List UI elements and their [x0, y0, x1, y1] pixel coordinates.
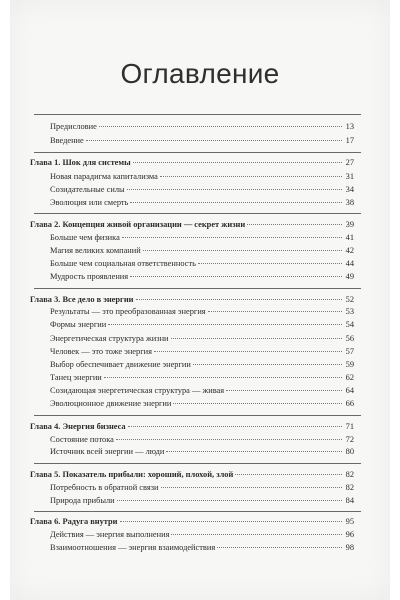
toc-item-page: 96	[345, 530, 354, 539]
toc-item	[50, 359, 354, 370]
leader-dots	[122, 237, 342, 238]
toc-item-label: Природа прибыли	[50, 496, 115, 505]
toc-item-page: 57	[345, 347, 354, 356]
toc-chapter-page: 52	[345, 295, 354, 304]
toc-item-page: 98	[345, 543, 354, 552]
toc-item	[50, 542, 354, 553]
toc-chapter	[30, 219, 354, 230]
toc-item-label: Магия великих компаний	[50, 246, 141, 255]
leader-dots	[217, 547, 342, 548]
toc-item-page: 72	[345, 435, 354, 444]
toc-item	[50, 333, 354, 344]
toc-item	[50, 171, 354, 182]
toc-item	[50, 135, 354, 146]
toc-item-page: 80	[345, 447, 354, 456]
toc-item-page: 56	[345, 334, 354, 343]
toc-chapter-label: Глава 5. Показатель прибыли: хороший, плохой, злой	[30, 470, 234, 479]
toc-chapter-label: Глава 6. Радуга внутри	[30, 517, 118, 526]
toc-item-label: Взаимоотношения — энергия взаимодействия	[50, 543, 216, 552]
leader-dots	[108, 324, 342, 325]
toc-item	[50, 306, 354, 317]
toc-item-label: Выбор обеспечивает движение энергии	[50, 360, 191, 369]
toc-chapter-label: Глава 4. Энергия бизнеса	[30, 422, 126, 431]
toc-chapter	[30, 469, 354, 480]
toc-chapter-page: 82	[345, 470, 354, 479]
toc-item	[50, 121, 354, 132]
toc-item-page: 62	[345, 373, 354, 382]
toc-item	[50, 258, 354, 269]
toc-divider	[34, 152, 361, 153]
leader-dots	[247, 224, 342, 225]
toc-item-label: Результаты — это преобразованная энергия	[50, 307, 206, 316]
leader-dots	[120, 521, 343, 522]
leader-dots	[161, 487, 342, 488]
leader-dots	[173, 403, 342, 404]
toc-item	[50, 346, 354, 357]
leader-dots	[127, 189, 342, 190]
toc-item	[50, 529, 354, 540]
toc-item-page: 66	[345, 399, 354, 408]
toc-item-label: Танец энергии	[50, 373, 102, 382]
toc-item-page: 38	[345, 198, 354, 207]
leader-dots	[99, 126, 342, 127]
toc-item	[50, 398, 354, 409]
toc-item-label: Больше чем социальная ответственность	[50, 259, 196, 268]
leader-dots	[154, 351, 342, 352]
toc-item	[50, 385, 354, 396]
toc-chapter-label: Глава 3. Все дело в энергии	[30, 295, 134, 304]
leader-dots	[208, 311, 342, 312]
leader-dots	[160, 176, 342, 177]
leader-dots	[116, 439, 342, 440]
toc-chapter	[30, 294, 354, 305]
leader-dots	[130, 202, 342, 203]
toc-item-page: 82	[345, 483, 354, 492]
toc-divider	[34, 511, 361, 512]
toc-chapter-label: Глава 1. Шок для системы	[30, 158, 131, 167]
leader-dots	[136, 299, 343, 300]
toc-item-page: 59	[345, 360, 354, 369]
toc-item-label: Энергетическая структура жизни	[50, 334, 169, 343]
toc-item	[50, 446, 354, 457]
leader-dots	[86, 140, 342, 141]
leader-dots	[104, 377, 342, 378]
toc-item-page: 42	[345, 246, 354, 255]
toc-divider	[34, 114, 361, 115]
toc-divider	[34, 213, 361, 214]
toc-chapter	[30, 157, 354, 168]
toc-item-label: Созидающая энергетическая структура — живая	[50, 386, 225, 395]
toc-item-page: 17	[345, 136, 354, 145]
toc-item-label: Действия — энергия выполнения	[50, 530, 170, 539]
toc-item	[50, 482, 354, 493]
toc-item-label: Мудрость проявления	[50, 272, 129, 281]
toc-chapter	[30, 421, 354, 432]
toc-item	[50, 495, 354, 506]
toc-divider	[34, 288, 361, 289]
toc-item-page: 54	[345, 320, 354, 329]
toc-chapter-page: 39	[345, 220, 354, 229]
toc-item-label: Формы энергии	[50, 320, 107, 329]
toc-item-label: Новая парадигма капитализма	[50, 172, 158, 181]
toc-item	[50, 232, 354, 243]
toc-item-page: 53	[345, 307, 354, 316]
toc-item-label: Эволюция или смерть	[50, 198, 129, 207]
toc-chapter-label: Глава 2. Концепция живой организации — секрет жизни	[30, 220, 246, 229]
toc-item	[50, 271, 354, 282]
toc-item	[50, 197, 354, 208]
toc-item-label: Созидательные силы	[50, 185, 125, 194]
toc-item-label: Эволюционное движение энергии	[50, 399, 172, 408]
toc-item-page: 44	[345, 259, 354, 268]
toc-item-page: 13	[345, 122, 354, 131]
leader-dots	[193, 364, 342, 365]
leader-dots	[143, 250, 342, 251]
leader-dots	[198, 263, 342, 264]
toc-item-label: Человек — это тоже энергия	[50, 347, 152, 356]
toc-item-page: 34	[345, 185, 354, 194]
leader-dots	[226, 390, 342, 391]
leader-dots	[171, 338, 342, 339]
toc-divider	[34, 415, 361, 416]
leader-dots	[117, 500, 342, 501]
leader-dots	[166, 451, 342, 452]
toc-chapter-page: 71	[345, 422, 354, 431]
toc-item	[50, 372, 354, 383]
toc-divider	[34, 463, 361, 464]
toc-item-label: Состояние потока	[50, 435, 114, 444]
toc-item-label: Введение	[50, 136, 84, 145]
toc-item-page: 64	[345, 386, 354, 395]
toc-item-page: 84	[345, 496, 354, 505]
toc-item-page: 49	[345, 272, 354, 281]
leader-dots	[133, 162, 342, 163]
toc-chapter-page: 27	[345, 158, 354, 167]
leader-dots	[171, 534, 342, 535]
toc-chapter-page: 95	[345, 517, 354, 526]
leader-dots	[235, 474, 342, 475]
toc-item-label: Больше чем физика	[50, 233, 120, 242]
toc-item-label: Предисловие	[50, 122, 97, 131]
toc-item	[50, 184, 354, 195]
page-title: Оглавление	[120, 58, 280, 89]
toc-chapter	[30, 516, 354, 527]
toc-item-page: 31	[345, 172, 354, 181]
toc-item	[50, 434, 354, 445]
book-page	[10, 0, 390, 600]
toc-item-label: Источник всей энергии — люди	[50, 447, 165, 456]
toc-item-page: 41	[345, 233, 354, 242]
leader-dots	[130, 276, 342, 277]
toc-item	[50, 319, 354, 330]
leader-dots	[128, 426, 342, 427]
toc-item	[50, 245, 354, 256]
toc-item-label: Потребность в обратной связи	[50, 483, 159, 492]
